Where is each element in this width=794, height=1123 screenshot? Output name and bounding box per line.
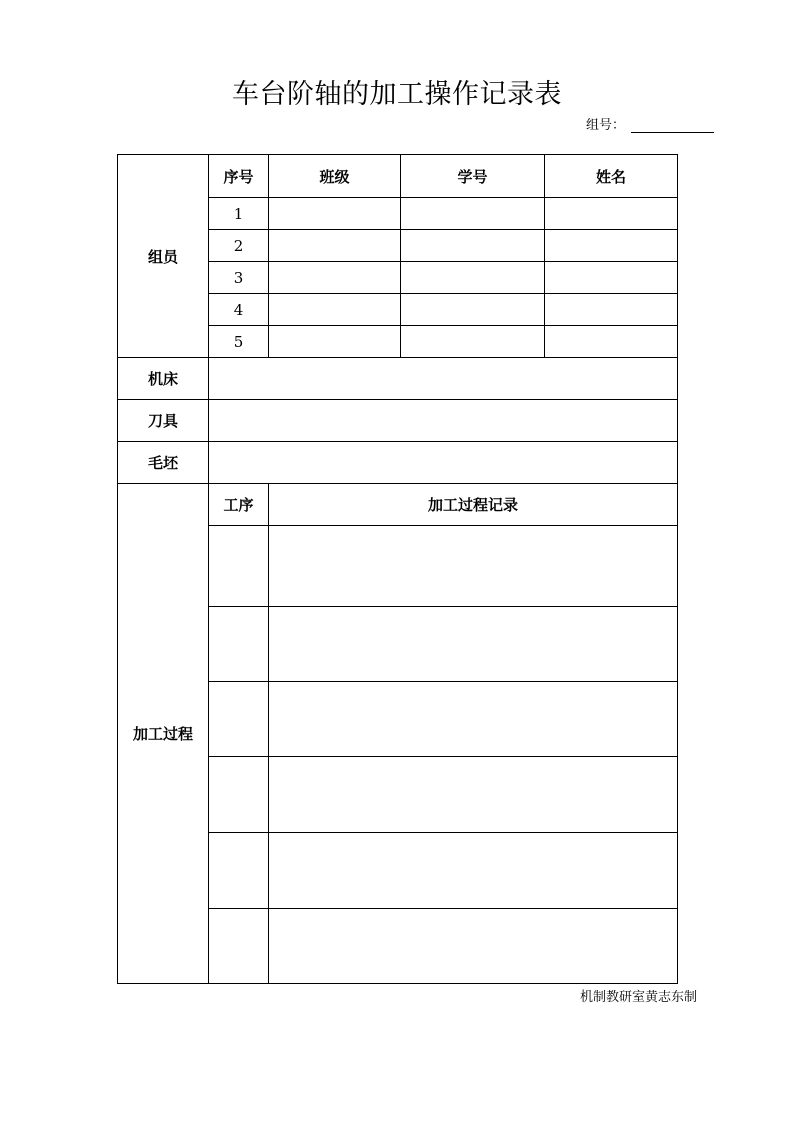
member-student-id-cell[interactable] bbox=[401, 326, 545, 358]
process-step-cell[interactable] bbox=[209, 833, 269, 909]
member-name-cell[interactable] bbox=[545, 198, 678, 230]
member-name-cell[interactable] bbox=[545, 262, 678, 294]
header-seq-no: 序号 bbox=[209, 155, 269, 198]
header-process-record: 加工过程记录 bbox=[269, 484, 678, 526]
process-section-label: 加工过程 bbox=[118, 484, 209, 984]
member-name-cell[interactable] bbox=[545, 230, 678, 262]
process-header-row bbox=[118, 484, 678, 526]
member-seq-no: 4 bbox=[209, 294, 269, 326]
group-number-field bbox=[586, 114, 714, 133]
member-seq-no: 5 bbox=[209, 326, 269, 358]
process-step-cell[interactable] bbox=[209, 682, 269, 757]
tool-row bbox=[118, 400, 678, 442]
process-record-cell[interactable] bbox=[269, 909, 678, 984]
blank-row bbox=[118, 442, 678, 484]
process-record-cell[interactable] bbox=[269, 607, 678, 682]
process-record-cell[interactable] bbox=[269, 757, 678, 833]
blank-label: 毛坯 bbox=[118, 442, 209, 484]
member-name-cell[interactable] bbox=[545, 294, 678, 326]
member-seq-no: 3 bbox=[209, 262, 269, 294]
member-class-cell[interactable] bbox=[269, 230, 401, 262]
header-step: 工序 bbox=[209, 484, 269, 526]
group-number-label: 组号： bbox=[586, 118, 626, 133]
members-header-row bbox=[118, 155, 678, 198]
member-student-id-cell[interactable] bbox=[401, 198, 545, 230]
blank-value-cell[interactable] bbox=[209, 442, 678, 484]
member-class-cell[interactable] bbox=[269, 326, 401, 358]
record-table bbox=[117, 154, 678, 984]
process-record-cell[interactable] bbox=[269, 833, 678, 909]
header-class: 班级 bbox=[269, 155, 401, 198]
member-student-id-cell[interactable] bbox=[401, 262, 545, 294]
member-class-cell[interactable] bbox=[269, 294, 401, 326]
tool-value-cell[interactable] bbox=[209, 400, 678, 442]
footer-credit: 机制教研室黄志东制 bbox=[580, 990, 698, 1005]
process-record-cell[interactable] bbox=[269, 682, 678, 757]
group-number-blank[interactable] bbox=[631, 118, 714, 133]
member-name-cell[interactable] bbox=[545, 326, 678, 358]
header-name: 姓名 bbox=[545, 155, 678, 198]
process-record-cell[interactable] bbox=[269, 526, 678, 607]
header-student-id: 学号 bbox=[401, 155, 545, 198]
process-step-cell[interactable] bbox=[209, 607, 269, 682]
page-title: 车台阶轴的加工操作记录表 bbox=[232, 79, 562, 110]
process-step-cell[interactable] bbox=[209, 909, 269, 984]
member-seq-no: 2 bbox=[209, 230, 269, 262]
process-step-cell[interactable] bbox=[209, 757, 269, 833]
member-student-id-cell[interactable] bbox=[401, 294, 545, 326]
tool-label: 刀具 bbox=[118, 400, 209, 442]
process-step-cell[interactable] bbox=[209, 526, 269, 607]
member-seq-no: 1 bbox=[209, 198, 269, 230]
member-class-cell[interactable] bbox=[269, 262, 401, 294]
machine-label: 机床 bbox=[118, 358, 209, 400]
member-class-cell[interactable] bbox=[269, 198, 401, 230]
machine-row bbox=[118, 358, 678, 400]
member-student-id-cell[interactable] bbox=[401, 230, 545, 262]
machine-value-cell[interactable] bbox=[209, 358, 678, 400]
members-section-label: 组员 bbox=[118, 155, 209, 358]
